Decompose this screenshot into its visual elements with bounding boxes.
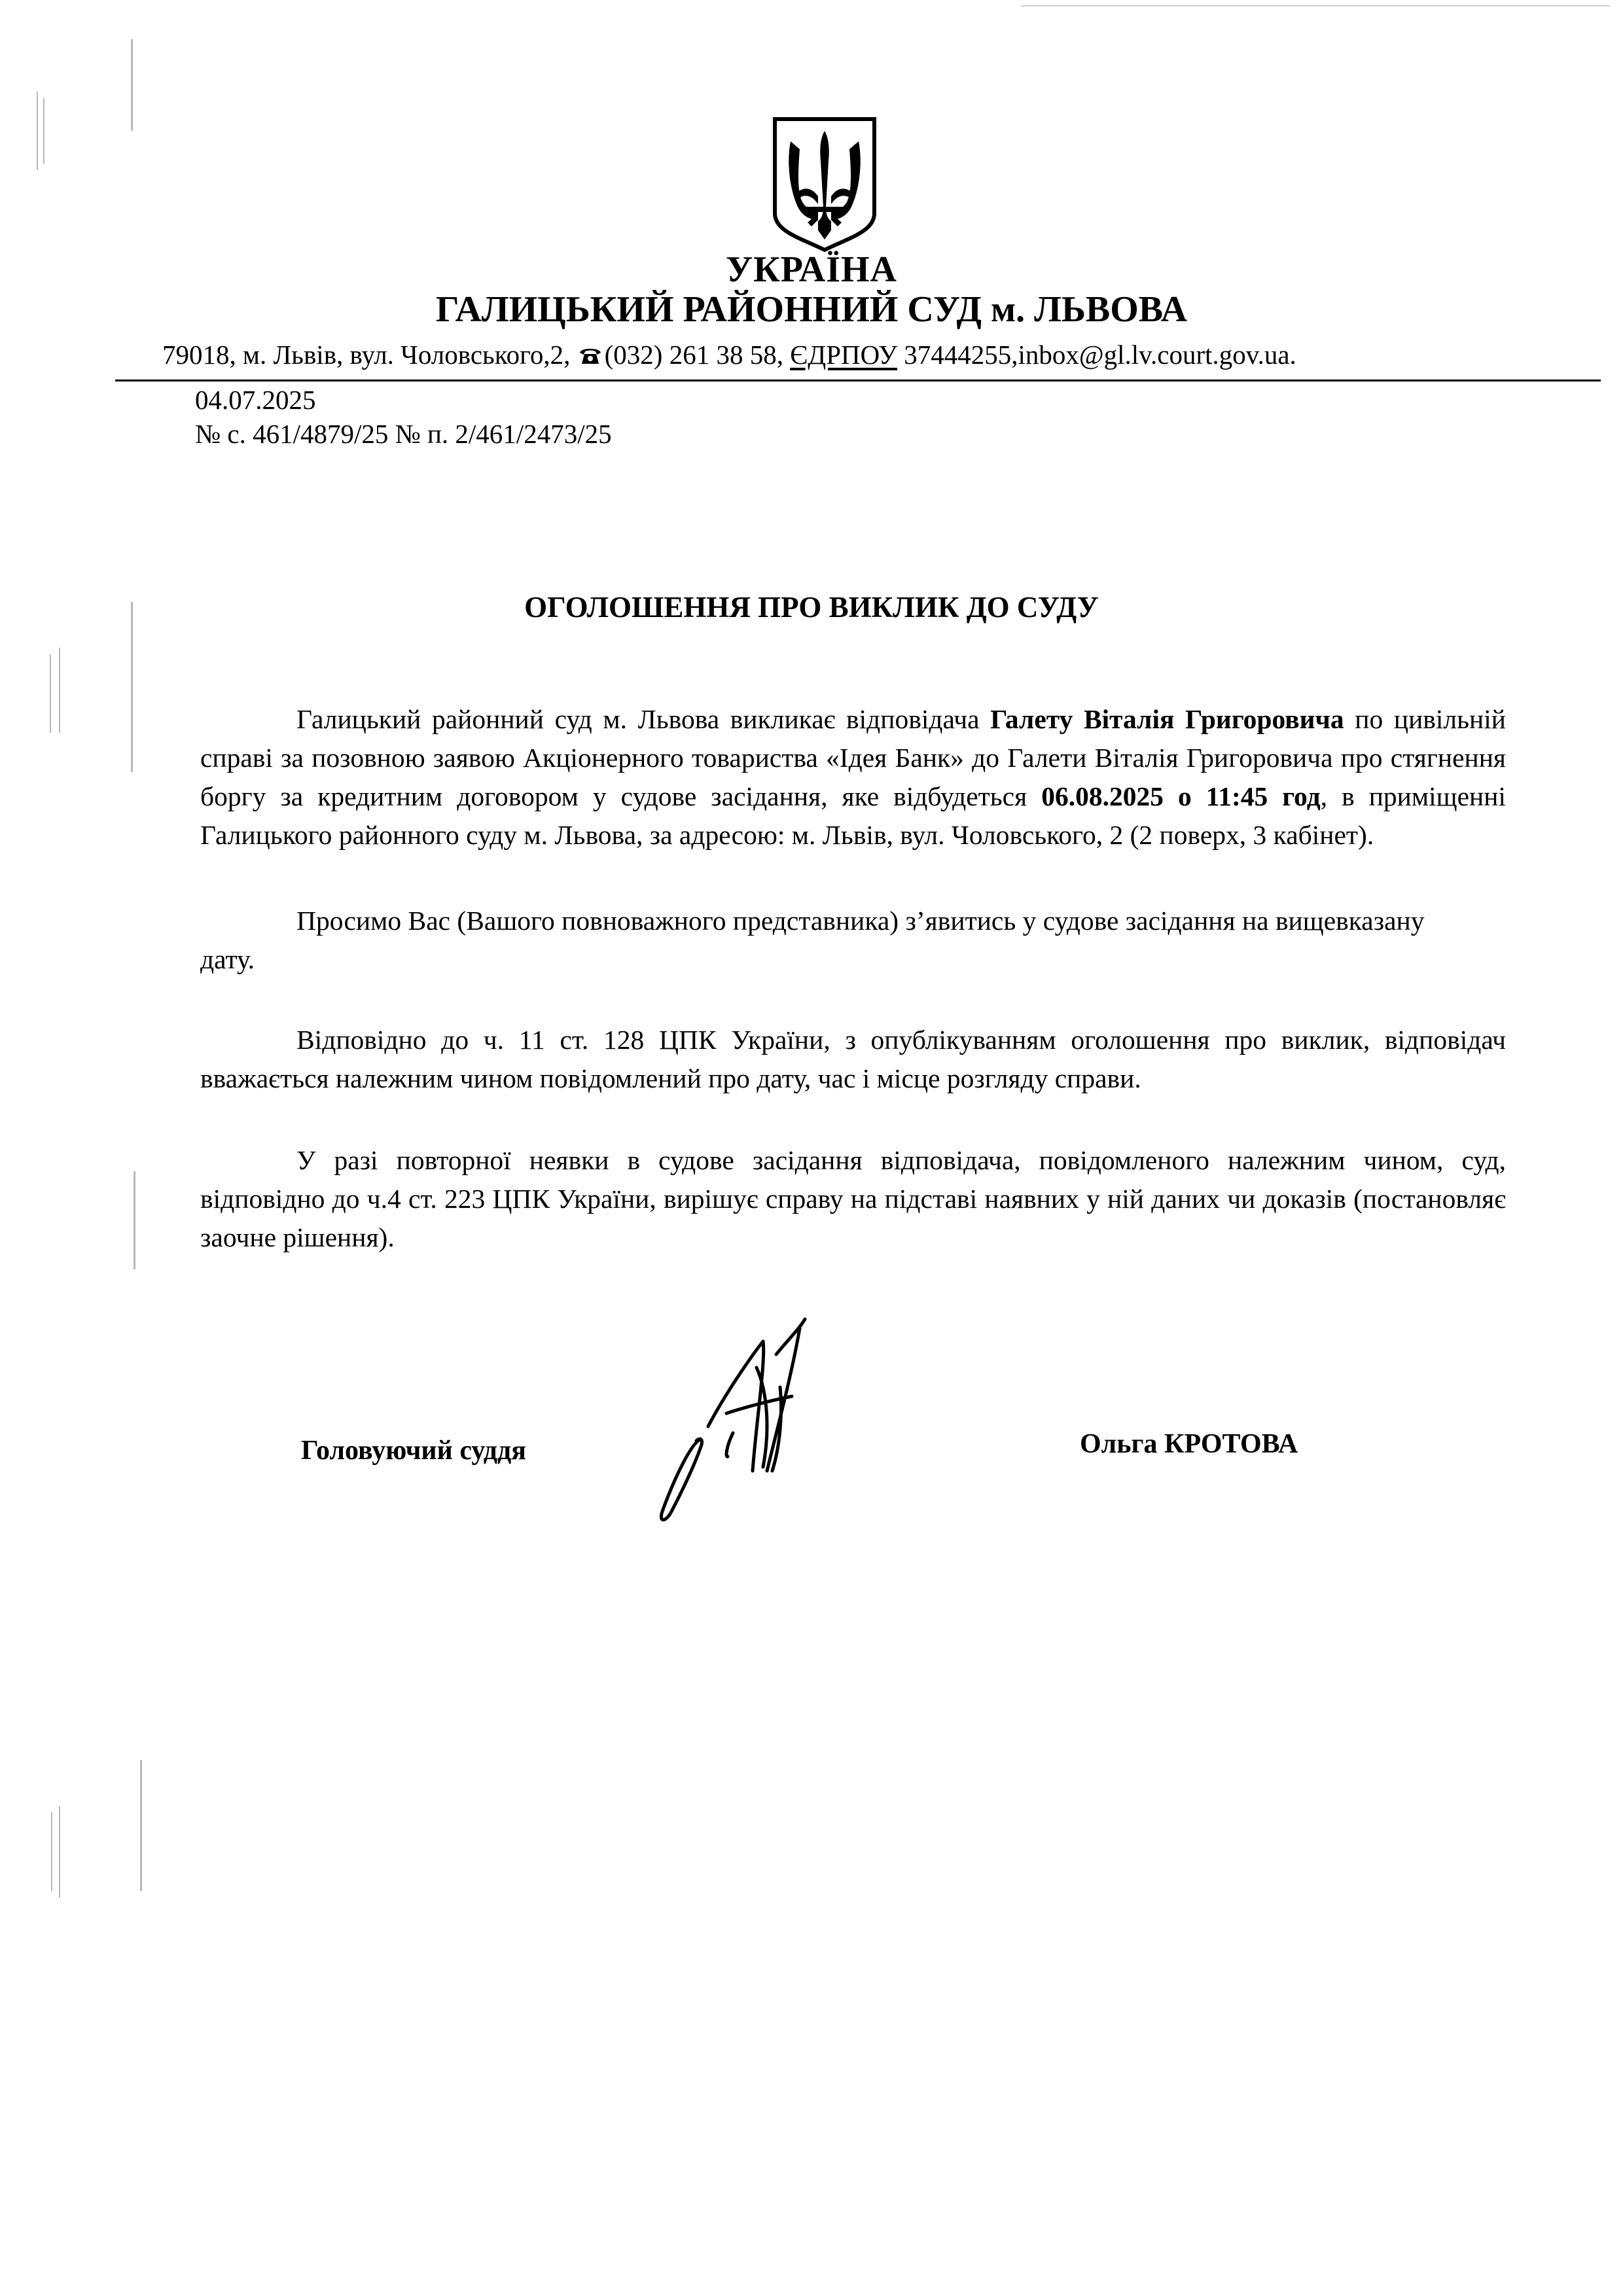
scan-mark	[59, 648, 60, 733]
scan-mark	[1021, 5, 1610, 7]
p1-text-e: , в приміщенні Галицького районного суду м. Львова, за адресою: м. Львів, вул. Чоловського, 2 (2 поверх, 3 кабінет).	[200, 781, 1506, 850]
case-numbers: № с. 461/4879/25 № п. 2/461/2473/25	[195, 419, 612, 449]
telephone-icon	[579, 346, 602, 366]
signer-role: Головуючий суддя	[301, 1436, 526, 1466]
scan-mark	[131, 602, 133, 772]
summons-paragraph	[200, 700, 1506, 855]
address-text: 79018, м. Львів, вул. Чоловського,2,	[162, 340, 571, 370]
scan-mark	[134, 1171, 135, 1269]
country-heading: УКРАЇНА	[726, 249, 897, 290]
scan-mark	[43, 98, 45, 164]
document-title: ОГОЛОШЕННЯ ПРО ВИКЛИК ДО СУДУ	[524, 591, 1099, 624]
court-name-heading: ГАЛИЦЬКИЙ РАЙОННИЙ СУД м. ЛЬВОВА	[435, 289, 1188, 330]
edrpou-label: ЄДРПОУ	[790, 340, 897, 370]
scan-mark	[51, 1812, 52, 1891]
judge-signature	[628, 1315, 910, 1531]
header-divider	[115, 380, 1601, 381]
scan-mark	[37, 92, 38, 170]
phone-number: (032) 261 38 58,	[604, 340, 783, 370]
legal-basis-paragraph: Відповідно до ч. 11 ст. 128 ЦПК України, з опублікуванням оголошення про виклик, відповідач вважається належним чином повідомлений про дату, час і місце розгляду справи.	[200, 1025, 1506, 1093]
request-paragraph: Просимо Вас (Вашого повноважного представника) з’явитись у судове засідання на вищевказану дату.	[200, 906, 1425, 974]
edrpou-email: 37444255,inbox@gl.lv.court.gov.ua.	[904, 340, 1296, 370]
document-date: 04.07.2025	[195, 385, 316, 415]
coat-of-arms-icon	[771, 115, 878, 253]
hearing-datetime: 06.08.2025 о 11:45 год	[1041, 781, 1321, 811]
scan-mark	[59, 1806, 60, 1898]
defendant-name: Галету Віталія Григоровича	[990, 704, 1344, 734]
default-judgment-paragraph: У разі повторної неявки в судове засідання відповідача, повідомленого належним чином, суд, відповідно до ч.4 ст. 223 ЦПК України, вирішує справу на підставі наявних у ній даних чи доказів (постановляє заочне рішення).	[200, 1145, 1506, 1252]
scan-mark	[50, 654, 51, 733]
p1-text-a: Галицький районний суд м. Львова викликає відповідача	[296, 704, 991, 734]
signer-name: Ольга КРОТОВА	[1080, 1429, 1298, 1459]
scan-mark	[131, 39, 133, 131]
p1-text-c: по цивільній справі за позовною заявою Акціонерного товариства «Ідея Банк» до Галети Віталія Григоровича про стягнення боргу за кредитним договором у судове засідання, яке відбудеться	[200, 704, 1506, 811]
court-address-line	[162, 338, 1589, 372]
scan-mark	[140, 1760, 142, 1891]
